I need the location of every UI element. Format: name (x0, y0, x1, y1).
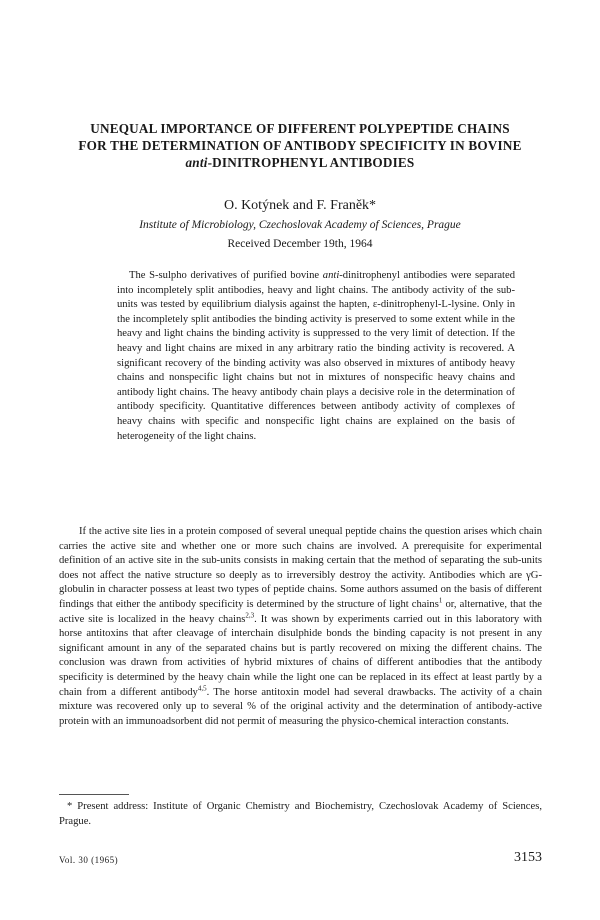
title-line-2: FOR THE DETERMINATION OF ANTIBODY SPECIFICITY IN BOVINE (78, 138, 522, 153)
abstract-italic-anti: anti (322, 270, 340, 281)
title-line-3-rest: -DINITROPHENYL ANTIBODIES (207, 155, 415, 170)
authors: O. Kotýnek and F. Franěk* (223, 198, 377, 213)
page-number: 3153 (514, 850, 542, 865)
body-text (59, 525, 542, 729)
footnote (59, 800, 542, 829)
title-line-3 (40, 154, 560, 171)
abstract (117, 269, 515, 444)
reference-4-5: 4,5 (197, 684, 207, 692)
body-paragraph (59, 525, 542, 729)
title-line-1: UNEQUAL IMPORTANCE OF DIFFERENT POLYPEPTIDE CHAINS (90, 121, 510, 136)
footnote-divider (59, 794, 129, 795)
received-date: Received December 19th, 1964 (227, 238, 373, 250)
body-sentence-2: or, alternative, that the active site is localized in the heavy chains (59, 598, 543, 625)
abstract-part-1: The S-sulpho derivatives of purified bovine (129, 270, 323, 281)
abstract-part-2: -dinitrophenyl antibodies were separated into incompletely split antibodies, heavy and light chains. The antibody activity of the sub-units was tested by equilibrium dialysis against the hapten, ε-dinitrophenyl-L-lysine. Only in the incompletely split antibodies the binding activity is preserved to some extent while in the heavy and light chains the binding activity is suppressed to the very limit of detection. If the heavy and light chains are mixed in any arbitrary ratio the binding activity is recovered. A significant recovery of the binding activity was also observed in mixtures of antibody heavy chains and nonspecific light chains but not in mixtures of nonspecific heavy chains and antibody light chains. The heavy antibody chain plays a decisive role in the determination of antibody specificity. Quantitative differences between antibody activity of complexes of heavy chains with specific and nonspecific light chains are explained on the basis of heterogeneity of the light chains. (117, 270, 515, 442)
body-sentence-3: . It was shown by experiments carried out in this laboratory with horse antitoxins that after cleavage of interchain disulphide bonds the binding capacity is not present in any significant amount in any of the separated chains but is partly recovered on mixing the different chains. The conclusion was drawn from activities of hybrid mixtures of chains of different antibodies that the antibody specificity is determined by the heavy chain while the light one can be replaced in its effect at least partly by a chain from a different antibody (59, 613, 542, 698)
journal-volume: Vol. 30 (1965) (59, 855, 119, 865)
article-title (40, 120, 560, 171)
footnote-text: * Present address: Institute of Organic Chemistry and Biochemistry, Czechoslovak Academy of Sciences, Prague. (59, 801, 542, 827)
affiliation: Institute of Microbiology, Czechoslovak Academy of Sciences, Prague (139, 219, 461, 231)
body-sentence-1: If the active site lies in a protein composed of several unequal peptide chains the question arises which chain carries the active site and whether one or more such chains are involved. A prerequisite for experimental definition of an active site in the sub-units consists in making certain that the method of separating the sub-units does not affect the native structure so deeply as to irreversibly destroy the activity. Antibodies which are γG-globulin in character possess at least two types of peptide chains. Some authors assumed on the basis of different findings that either the antibody specificity is determined by the structure of light chains (59, 526, 542, 610)
title-line-3-italic: anti (185, 155, 208, 170)
reference-2-3: 2,3 (245, 611, 255, 620)
reference-1: 1 (438, 596, 443, 605)
body-sentence-4: . The horse antitoxin model had several drawbacks. The activity of a chain mixture was recovered only up to several % of the original activity and the determination of antibody-active protein with an immunoadsorbent did not permit of measuring the physico-chemical interaction constants. (59, 686, 542, 727)
abstract-paragraph (117, 269, 515, 444)
